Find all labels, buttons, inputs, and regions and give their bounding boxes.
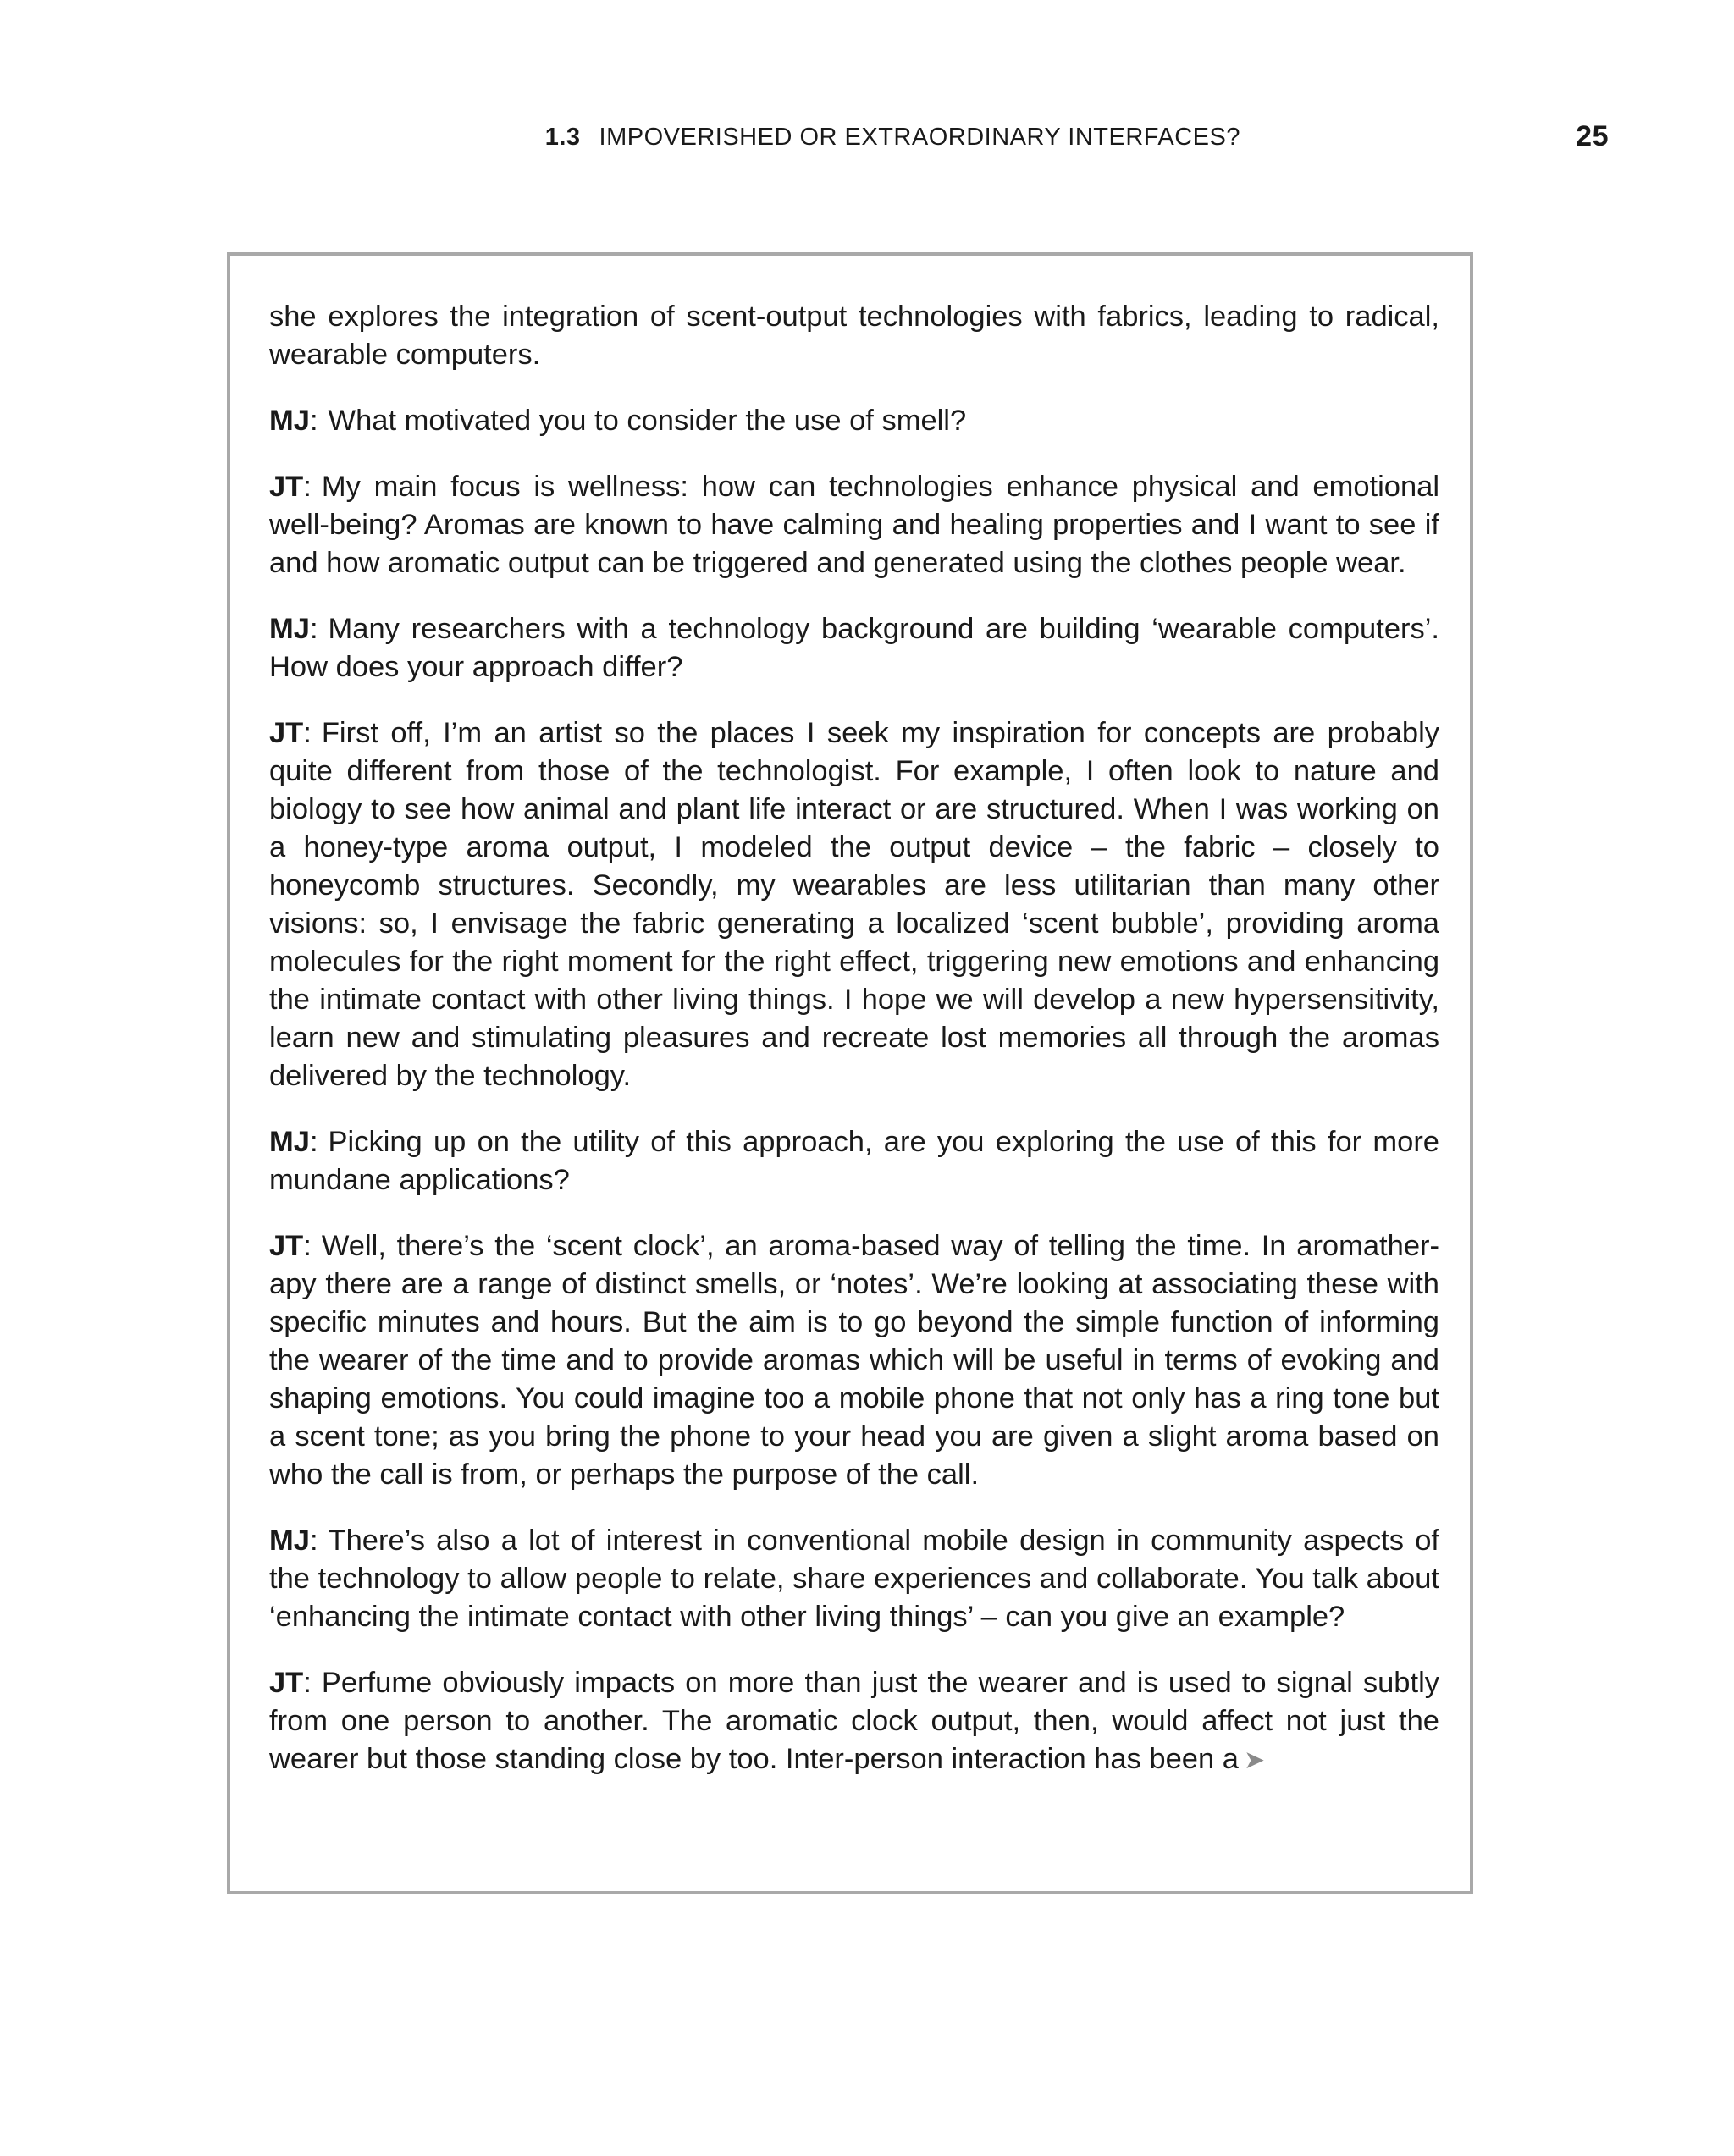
running-head xyxy=(0,120,1609,157)
continue-arrow-icon: ➤ xyxy=(1243,1746,1266,1774)
question-paragraph: MJ: There’s also a lot of interest in conventional mobile design in community aspects of the technology to allow people to relate, share experiences and collaborate. You talk about ‘enhancing the intimate contact with other living things’ – can you give an example? xyxy=(269,1525,1439,1633)
answer-paragraph: JT: Perfume obviously impacts on more than just the wearer and is used to signal subtly from one person to another. The aromatic clock output, then, would affect not just the wearer but those standing close by too. Inter-person interaction has been a ➤ xyxy=(269,1667,1439,1775)
section-heading xyxy=(545,124,1240,152)
speaker-label: JT xyxy=(269,471,304,503)
paragraph-text: Perfume obviously impacts on more than just the wearer and is used to signal subtly from one person to another. The aromatic clock output, then, would affect not just the wearer but those standing close by too. Inter-person interaction has been a xyxy=(269,1667,1439,1775)
section-title: IMPOVERISHED OR EXTRAORDINARY INTERFACES? xyxy=(599,124,1240,151)
paragraph-text: Well, there’s the ‘scent clock’, an aroma-based way of telling the time. In aromatherapy there are a range of distinct smells, or ‘notes’. We’re looking at associating these with specific minutes and hours. But the aim is to go beyond the simple function of informing the wearer of the time and to provide aromas which will be useful in terms of evoking and shaping emotions. You could imagine too a mobile phone that not only has a ring tone but a scent tone; as you bring the phone to your head you are given a slight aroma based on who the call is from, or perhaps the purpose of the call. xyxy=(269,1230,1439,1491)
speaker-label: JT xyxy=(269,1667,304,1699)
page-number: 25 xyxy=(1576,120,1609,152)
section-number: 1.3 xyxy=(544,124,581,151)
speaker-label: MJ xyxy=(269,1525,310,1557)
speaker-label: MJ xyxy=(269,1126,310,1158)
answer-paragraph: JT: First off, I’m an artist so the places I seek my inspiration for concepts are probably quite different from those of the technologist. For example, I often look to nature and biology to see how animal and plant life interact or are structured. When I was working on a honey-type aroma output, I modeled the output device – the fabric – closely to honeycomb structures. Secondly, my wearables are less utilitarian than many other visions: so, I envisage the fabric generating a localized ‘scent bubble’, providing aroma molecules for the right moment for the right effect, triggering new emotions and enhancing the intimate contact with other living things. I hope we will develop a new hypersensitivity, learn new and stimulating pleasures and recreate lost memories all through the aromas delivered by the technology. xyxy=(269,717,1439,1092)
speaker-label: JT xyxy=(269,717,304,749)
paragraph-text: First off, I’m an artist so the places I seek my inspiration for concepts are probably quite different from those of the technologist. For example, I often look to nature and biology to see how animal and plant life interact or are structured. When I was working on a honey-type aroma output, I modeled the output device – the fabric – closely to honeycomb structures. Secondly, my wearables are less utilitarian than many other visions: so, I envisage the fabric generating a localized ‘scent bubble’, providing aroma molecules for the right moment for the right effect, triggering new emotions and enhancing the intimate contact with other living things. I hope we will develop a new hypersensitivity, learn new and stimulating pleasures and recreate lost memories all through the aromas delivered by the technology. xyxy=(269,717,1439,1092)
question-paragraph: MJ: Many researchers with a technology background are building ‘wearable computers’. How does your approach differ? xyxy=(269,613,1439,683)
paragraph-text: What motivated you to consider the use of smell? xyxy=(328,405,967,437)
paragraph-text: Many researchers with a technology background are building ‘wearable computers’. How does your approach differ? xyxy=(269,613,1439,683)
question-paragraph: MJ: What motivated you to consider the use of smell? xyxy=(269,405,967,437)
speaker-label: MJ xyxy=(269,613,310,645)
paragraph-text: Picking up on the utility of this approach, are you exploring the use of this for more mundane applications? xyxy=(269,1126,1439,1196)
question-paragraph: MJ: Picking up on the utility of this approach, are you exploring the use of this for more mundane applications? xyxy=(269,1126,1439,1196)
paragraph-text: My main focus is wellness: how can technologies enhance physical and emotional well-being? Aromas are known to have calming and healing properties and I want to see if and how aromatic output can be triggered and generated using the clothes people wear. xyxy=(269,471,1439,579)
interview-content xyxy=(269,298,1439,1779)
answer-paragraph: JT: Well, there’s the ‘scent clock’, an aroma-based way of telling the time. In aromatherapy there are a range of distinct smells, or ‘notes’. We’re looking at associating these with specific minutes and hours. But the aim is to go beyond the simple function of informing the wearer of the time and to provide aromas which will be useful in terms of evoking and shaping emotions. You could imagine too a mobile phone that not only has a ring tone but a scent tone; as you bring the phone to your head you are given a slight aroma based on who the call is from, or perhaps the purpose of the call. xyxy=(269,1230,1439,1491)
interview-box xyxy=(227,252,1473,1894)
intro-paragraph: she explores the integration of scent-output technologies with fabrics, leading to radical, wearable computers. xyxy=(269,301,1439,371)
speaker-label: MJ xyxy=(269,405,310,437)
answer-paragraph: JT: My main focus is wellness: how can technologies enhance physical and emotional well-being? Aromas are known to have calming and healing properties and I want to see if and how aromatic output can be triggered and generated using the clothes people wear. xyxy=(269,471,1439,579)
paragraph-text: There’s also a lot of interest in conventional mobile design in community aspects of the technology to allow people to relate, share experiences and collaborate. You talk about ‘enhancing the intimate contact with other living things’ – can you give an example? xyxy=(269,1525,1439,1633)
speaker-label: JT xyxy=(269,1230,304,1262)
